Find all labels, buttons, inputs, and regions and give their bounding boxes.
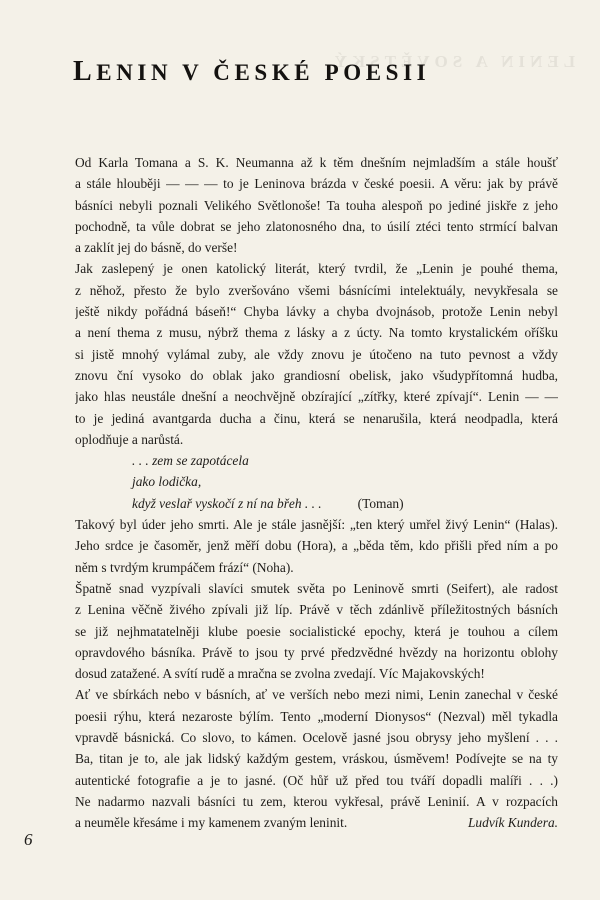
text-line: a neuměle křesáme i my kamenem zvaným leninit. (75, 815, 348, 831)
text-line: Ne nadarmo nazvali básníci tu zem, kterou vykřesal, právě Leninií. A v rozpacích (75, 793, 558, 809)
text-line: opravdového básníka. Právě to jsou ty prvé předzvědné hvězdy na horizontu oblohy (75, 644, 558, 660)
text-line: poesii rýhu, která nezaroste býlím. Tento „moderní Dionysos“ (Nezval) měl tykadla (75, 708, 558, 724)
text-line: Od Karla Tomana a S. K. Neumanna až k těm dnešním nejmladším a stále houšť (75, 155, 558, 170)
text-line: autentické fotografie a je to jasné. (Oč hůř už před tou tváří dopadli malíři . . .) (75, 772, 558, 788)
page-number: 6 (24, 830, 33, 849)
text-line: to je jediná avantgarda ducha a činu, která se nenarušila, která neodpadla, která (75, 410, 558, 426)
text-line: dosud zatažené. A svítí rudě a mračna se zvolna zvedají. Víc Majakovských! (75, 666, 485, 682)
poem-line-text: když veslař vyskočí z ní na břeh . . . (132, 495, 322, 511)
poem-line: . . . zem se zapotácela (132, 453, 249, 469)
text-line: si jistě mnohý vylámal zuby, ale vždy znovu je útočeno na tuto pevnost a vždy (75, 346, 558, 362)
closing-line (75, 812, 558, 833)
text-line: pochodně, ta vůle dobrat se jeho zlatonosného dna, to úsilí ztéci tento strmící balvan (75, 218, 558, 234)
text-line: básníci nebyli poznali Velikého Světlonoše! Ta touha alespoň po jediné jiskře z jeho (75, 197, 558, 213)
bleed-through-text: LENIN A SOVĚTSKÝ (329, 52, 575, 71)
text-line: Jak zaslepený je onen katolický literát, který tvrdil, že „Lenin je pouhé thema, (75, 261, 558, 277)
text-line: něm s tvrdým krumpáčem frází“ (Noha). (75, 559, 294, 575)
text-line: a zaklít jej do básně, do verše! (75, 240, 238, 256)
text-line: jako hlas neustále dnešní a neochvějně obzírající „zítřky, které zpívají“. Lenin — — (75, 389, 558, 405)
title-rest: ENIN V ČESKÉ POESII (96, 60, 431, 85)
text-line: vpravdě básnická. Co slovo, to kámen. Ocelově jasné jsou obrysy jeho myšlení . . . (75, 730, 558, 746)
page-title (73, 56, 430, 88)
poem-source: (Toman) (357, 495, 404, 511)
author-signature: Ludvík Kundera. (467, 815, 558, 831)
article-body (75, 152, 558, 834)
text-line: z Lenina věčně živého zpívali již líp. Právě v těch zdánlivě příležitostných básních (75, 602, 558, 618)
text-line: Jeho srdce je časoměr, jenž měří dobu (Hora), a „běda těm, kdo přišli před ním a po (75, 538, 558, 554)
text-line: a není thema z musu, nýbrž thema z lásky a z úcty. Na tomto krystalickém oříšku (75, 325, 558, 341)
text-line: a stále hlouběji — — — to je Leninova brázda v české poesii. A věru: jak by právě (75, 176, 558, 192)
text-line: Ať ve sbírkách nebo v básních, ať ve verších nebo mezi nimi, Lenin zanechal v české (75, 687, 558, 703)
text-line: se již nejhmatatelněji klube poesie socialistické epochy, která je touhou a cílem (75, 623, 558, 639)
text-line: Takový byl úder jeho smrti. Ale je stále jasnější: „ten který umřel živý Lenin“ (Halas). (75, 517, 558, 533)
text-line: z něhož, přesto že bylo zveršováno všemi básnícími intelektuály, nevykřesala se (75, 282, 558, 298)
poem-line (75, 493, 558, 514)
text-line: Ba, titan je to, ale jak lidský každým gestem, vráskou, úsměvem! Podívejte se na ty (75, 751, 558, 767)
text-line: Špatně snad vyzpívali slavíci smutek světa po Leninově smrti (Seifert), ale radost (75, 580, 558, 596)
text-line: znovu ční vysoko do oblak jako grandiosní obelisk, jako všudypřítomná hudba, (75, 367, 558, 383)
text-line: ještě nikdy pořádná báseň!“ Chyba lávky a chyba dvojnásob, protože Lenin nebyl (75, 304, 558, 320)
text-line: oplodňuje a narůstá. (75, 431, 184, 447)
poem-line: jako lodička, (132, 474, 202, 490)
title-initial: L (73, 56, 97, 87)
